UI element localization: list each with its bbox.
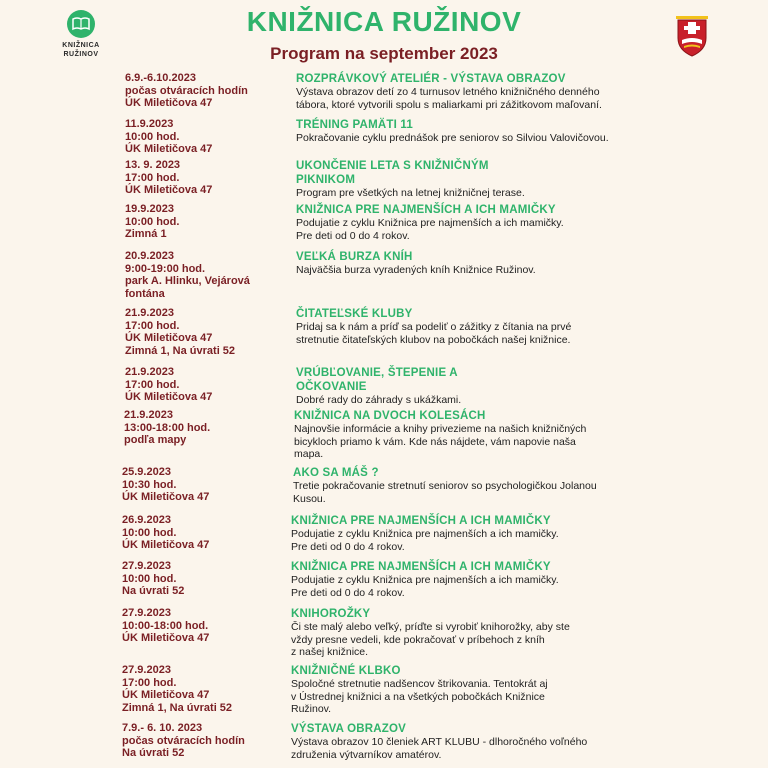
event-description <box>296 132 609 145</box>
event-description-line: Pre deti od 0 do 4 rokov. <box>291 586 405 599</box>
event-when-line: ÚK Miletičova 47 <box>125 332 213 344</box>
event-description-line: v Ústrednej knižnici a na všetkých pobočkách Knižnice <box>291 690 545 703</box>
event-title: TRÉNING PAMÄTI 11 <box>296 119 413 131</box>
event-description-line: Najnovšie informácie a knihy privezieme na našich knižničných <box>294 423 587 435</box>
event-when-line: Na úvrati 52 <box>122 747 185 759</box>
event-description-line: Dobré rady do záhrady s ukážkami. <box>296 394 462 406</box>
event-when-line: Zimná 1 <box>125 228 167 240</box>
event-when-line: 10:30 hod. <box>122 478 177 491</box>
event-description-line: Program pre všetkých na letnej knižničnej terase. <box>296 187 525 199</box>
event-when-line: 11.9.2023 <box>125 118 174 130</box>
event-when-line: počas otváracích hodín <box>122 734 245 747</box>
event-description-line: Výstava obrazov 10 členiek ART KLUBU - dlhoročného voľného <box>291 736 588 748</box>
event-when-line: 7.9.- 6. 10. 2023 <box>122 722 203 734</box>
event-when-line: podľa mapy <box>124 434 187 446</box>
event-when-line: ÚK Miletičova 47 <box>122 491 210 503</box>
event-when <box>125 72 248 110</box>
event-description-line: Podujatie z cyklu Knižnica pre najmenších a ich mamičky. <box>291 574 559 586</box>
event-when <box>122 664 232 714</box>
event-description <box>296 264 536 277</box>
event-title: KNIŽNIČNÉ KLBKO <box>291 665 401 677</box>
event-title: KNIHOROŽKY <box>291 608 371 620</box>
event-description <box>291 678 548 716</box>
event-when-line: Zimná 1, Na úvrati 52 <box>122 701 233 714</box>
event-when-line: 17:00 hod. <box>122 676 177 689</box>
event-details <box>296 159 525 200</box>
event-title: ČITATEĽSKÉ KLUBY <box>296 308 413 320</box>
event-when-line: 10:00 hod. <box>125 215 180 228</box>
event-when-line: 21.9.2023 <box>124 409 173 421</box>
event-when-line: 10:00 hod. <box>122 572 177 585</box>
event-when-line: 20.9.2023 <box>125 250 174 262</box>
event-description-line: tábora, ktoré vytvorili spolu s maliarkami pri zážitkovom maľovaní. <box>296 98 602 111</box>
event-description-line: Ružinov. <box>291 703 332 715</box>
event-details <box>296 118 609 145</box>
logo-text: KNIŽNICA RUŽINOV <box>62 42 100 58</box>
event-when <box>125 118 212 156</box>
event-when-line: ÚK Miletičova 47 <box>122 632 210 644</box>
event-description-line: združenia výtvarníkov amatérov. <box>291 748 442 761</box>
event-details <box>291 664 548 716</box>
event-when-line: ÚK Miletičova 47 <box>125 97 213 109</box>
event-when <box>125 307 235 357</box>
event-when-line: 17:00 hod. <box>125 171 180 184</box>
event-when-line: park A. Hlinku, Vejárová <box>125 275 250 287</box>
event-when-line: 21.9.2023 <box>125 366 174 378</box>
event-details <box>296 203 564 242</box>
event-description-line: Pokračovanie cyklu prednášok pre seniorov so Silviou Valovičovou. <box>296 132 609 144</box>
event-description-line: Podujatie z cyklu Knižnica pre najmenších a ich mamičky. <box>296 217 564 229</box>
event-when-line: 9:00-19:00 hod. <box>125 262 206 275</box>
event-when-line: 27.9.2023 <box>122 664 171 676</box>
event-when <box>125 203 179 241</box>
event-when <box>124 409 210 447</box>
event-when-line: 17:00 hod. <box>125 319 180 332</box>
event-when <box>125 366 212 404</box>
event-description <box>296 321 571 346</box>
event-description <box>296 217 564 242</box>
event-when-line: 13. 9. 2023 <box>125 159 181 171</box>
event-title: KNIŽNICA PRE NAJMENŠÍCH A ICH MAMIČKY <box>291 515 551 527</box>
event-when <box>125 250 250 300</box>
event-description-line: Tretie pokračovanie stretnutí seniorov so psychologičkou Jolanou <box>293 480 597 492</box>
event-when-line: ÚK Miletičova 47 <box>125 391 213 403</box>
event-description <box>291 528 559 553</box>
event-description-line: z našej knižnice. <box>291 646 369 658</box>
event-title: VRÚBĽOVANIE, ŠTEPENIE A OČKOVANIE <box>296 367 458 393</box>
event-details <box>291 560 559 599</box>
event-details <box>296 72 602 111</box>
page-title: KNIŽNICA RUŽINOV <box>246 6 522 37</box>
event-description <box>291 574 559 599</box>
event-when-line: 27.9.2023 <box>122 560 171 572</box>
event-description-line: Podujatie z cyklu Knižnica pre najmenších a ich mamičky. <box>291 528 559 540</box>
event-when-line: 10:00 hod. <box>122 526 177 539</box>
event-when-line: 13:00-18:00 hod. <box>124 421 211 434</box>
event-title: KNIŽNICA PRE NAJMENŠÍCH A ICH MAMIČKY <box>291 561 551 573</box>
event-title: VEĽKÁ BURZA KNÍH <box>296 251 413 263</box>
event-description-line: Pridaj sa k nám a príď sa podeliť o zážitky z čítania na prvé <box>296 321 572 333</box>
event-when-line: ÚK Miletičova 47 <box>125 184 213 196</box>
event-when-line: 25.9.2023 <box>122 466 171 478</box>
event-when-line: Na úvrati 52 <box>122 585 185 597</box>
event-description-line: Najväčšia burza vyradených kníh Knižnice Ružinov. <box>296 264 536 276</box>
event-when-line: Zimná 1, Na úvrati 52 <box>125 344 236 357</box>
event-title: ROZPRÁVKOVÝ ATELIÉR - VÝSTAVA OBRAZOV <box>296 73 566 85</box>
event-when-line: ÚK Miletičova 47 <box>122 539 210 551</box>
event-description <box>291 736 587 761</box>
event-when-line: 19.9.2023 <box>125 203 174 215</box>
page-subtitle: Program na september 2023 <box>270 44 498 63</box>
event-details <box>294 409 586 461</box>
event-description-line: Pre deti od 0 do 4 rokov. <box>291 540 405 553</box>
event-title: AKO SA MÁŠ ? <box>293 467 379 479</box>
event-when-line: 6.9.-6.10.2023 <box>125 72 196 84</box>
event-title: KNIŽNICA NA DVOCH KOLESÁCH <box>294 410 486 422</box>
event-description-line: stretnutie čitateľských klubov na pobočkách našej knižnice. <box>296 333 571 346</box>
event-description-line: bicykloch priamo k vám. Kde nás nájdete, vám napovie naša <box>294 435 576 448</box>
event-details <box>291 514 559 553</box>
event-description <box>294 423 586 461</box>
event-description <box>296 394 461 407</box>
event-description-line: Či ste malý alebo veľký, príďte si vyrobiť knihorožky, aby ste <box>291 621 570 633</box>
event-when-line: 10:00 hod. <box>125 130 180 143</box>
event-description <box>296 187 525 200</box>
event-when <box>125 159 212 197</box>
event-title: KNIŽNICA PRE NAJMENŠÍCH A ICH MAMIČKY <box>296 204 556 216</box>
event-details <box>293 466 597 505</box>
event-description-line: Výstava obrazov detí zo 4 turnusov letného knižničného denného <box>296 86 600 98</box>
event-when-line: fontána <box>125 287 165 300</box>
event-description <box>296 86 602 111</box>
event-when <box>122 466 209 504</box>
event-when-line: 27.9.2023 <box>122 607 171 619</box>
event-details <box>296 250 536 277</box>
event-details <box>291 722 587 761</box>
event-description-line: Spoločné stretnutie nadšencov štrikovania. Tentokrát aj <box>291 678 548 690</box>
event-description <box>291 621 570 659</box>
event-title: VÝSTAVA OBRAZOV <box>291 723 407 735</box>
event-description-line: Kusou. <box>293 492 326 505</box>
event-description-line: vždy presne vedeli, kde pokračovať v príbehoch z kníh <box>291 633 545 646</box>
event-description-line: mapa. <box>294 448 324 460</box>
event-when <box>122 514 209 552</box>
event-details <box>296 366 461 407</box>
event-details <box>296 307 571 346</box>
event-description-line: Pre deti od 0 do 4 rokov. <box>296 229 410 242</box>
event-details <box>291 607 570 659</box>
event-when-line: 10:00-18:00 hod. <box>122 619 209 632</box>
event-when <box>122 607 209 645</box>
event-when-line: ÚK Miletičova 47 <box>125 143 213 155</box>
event-title: UKONČENIE LETA S KNIŽNIČNÝM PIKNIKOM <box>296 160 489 186</box>
event-when <box>122 560 184 598</box>
event-description <box>293 480 597 505</box>
event-when-line: ÚK Miletičova 47 <box>122 689 210 701</box>
event-when-line: 21.9.2023 <box>125 307 174 319</box>
event-when-line: 26.9.2023 <box>122 514 171 526</box>
event-when-line: počas otváracích hodín <box>125 84 248 97</box>
event-when-line: 17:00 hod. <box>125 378 180 391</box>
event-when <box>122 722 245 760</box>
